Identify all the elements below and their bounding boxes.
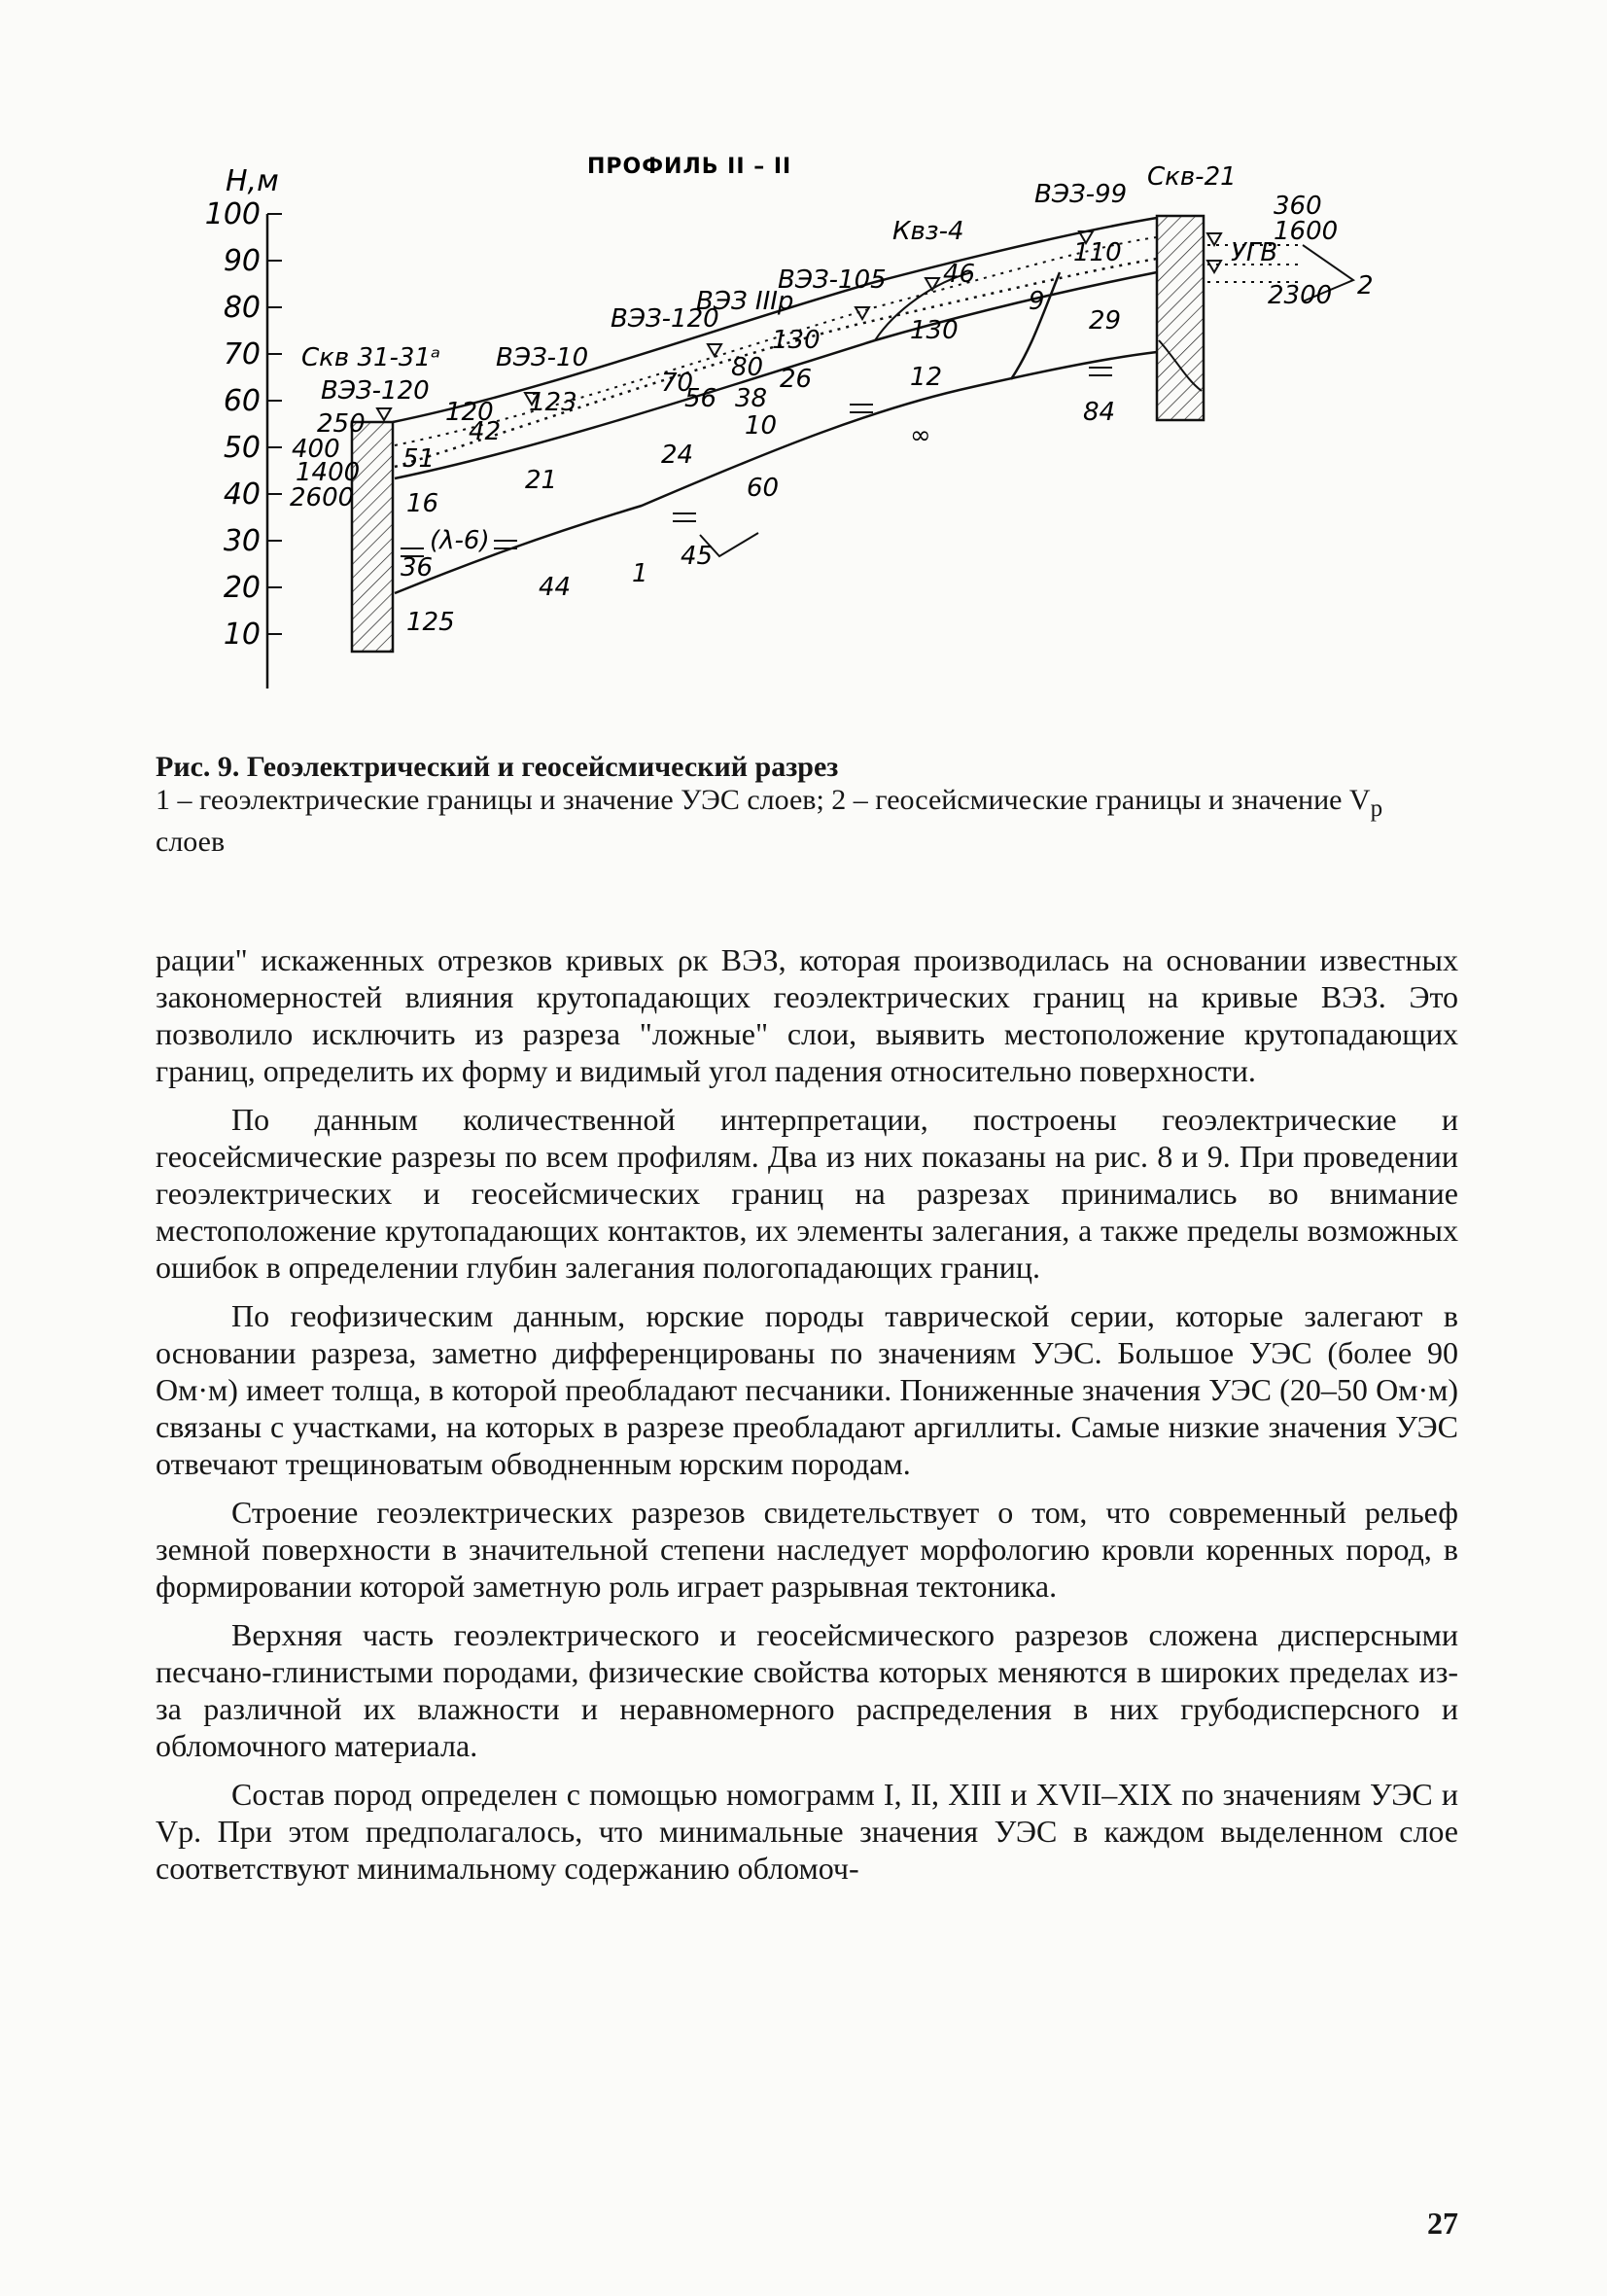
resistivity-value: 130 [772,326,821,355]
resistivity-value: 38 [735,384,768,413]
resistivity-value: ∞ [910,421,931,450]
y-tick-label: 40 [223,477,261,512]
velocity-label: 2300 [1268,281,1333,310]
y-tick-label: 90 [223,244,261,278]
resistivity-value: 42 [469,417,502,446]
y-tick-label: 20 [223,571,261,605]
geoelectric-boundary [395,352,1157,593]
caption-title: Рис. 9. Геоэлектрический и геосейсмический разрез [156,751,839,783]
page-number: 27 [1427,2206,1458,2241]
resistivity-value: 9 [1029,287,1045,316]
figure-caption [156,751,1458,859]
resistivity-value: 125 [406,608,455,637]
left-sounding-label: ВЭЗ-120 [321,376,430,406]
resistivity-value: 46 [943,260,976,289]
left-borehole-column [352,422,393,652]
profile-title: ПРОФИЛЬ II – II [587,155,792,179]
resistivity-value: 70 [661,369,694,398]
y-tick-label: 50 [223,431,261,465]
right-borehole-column [1157,216,1204,420]
section-drawing [175,136,1458,720]
velocity-label: 1400 [296,458,361,487]
sounding-label: ВЭЗ-10 [496,343,589,372]
legend-marker-2: 2 [1357,271,1374,300]
paragraph: Состав пород определен с помощью номограмм I, II, XIII и XVII–XIX по значениям УЭС и Vр. При этом предполагалось, что минимальные значения УЭС в каждом выделенном слое соответствуют минимальному содержанию обломоч- [156,1777,1458,1886]
paragraph: рации" искаженных отрезков кривых ρк ВЭЗ, которая производилась на основании известных закономерностей влияния крутопадающих геоэлектрических границ на кривые ВЭЗ. Это позволило исключить из разреза "ложные" слои, выявить местоположение крутопадающих границ, определить их форму и видимый угол падения относительно поверхности. [156,942,1458,1088]
y-tick-label: 60 [223,384,261,418]
resistivity-value: 44 [539,573,572,602]
resistivity-value: 29 [1089,306,1122,336]
resistivity-value: 21 [525,466,558,495]
velocity-label: 250 [317,409,366,439]
paragraph: Строение геоэлектрических разрезов свидетельствует о том, что современный рельеф земной поверхности в значительной степени наследует морфологию кровли коренных пород, в формировании которой заметную роль играет разрывная тектоника. [156,1495,1458,1604]
resistivity-value: 12 [910,363,943,392]
resistivity-value: 60 [747,474,780,503]
resistivity-value: 36 [401,553,434,583]
sounding-label: ВЭЗ-105 [778,265,887,295]
resistivity-value: 123 [529,388,577,417]
y-tick-label: 100 [204,197,261,231]
paragraph: По данным количественной интерпретации, построены геоэлектрические и геосейсмические разрезы по всем профилям. Два из них показаны на рис. 8 и 9. При проведении геоэлектрических и геосейсмических границ на разрезах принимались во внимание местоположение крутопадающих контактов, их элементы залегания, а также пределы возможных ошибок в определении глубин залегания пологопадающих границ. [156,1102,1458,1285]
resistivity-value: 26 [780,365,813,394]
velocity-label: 360 [1274,192,1322,221]
ugv-label: УГВ [1231,238,1278,267]
paragraph: По геофизическим данным, юрские породы таврической серии, которые залегают в основании разреза, заметно дифференцированы по значениям УЭС. Большое УЭС (более 90 Ом·м) имеет толща, в которой преобладают песчаники. Пониженные значения УЭС (20–50 Ом·м) связаны с участками, на которых в разрезе преобладают аргиллиты. Самые низкие значения УЭС отвечают трещиноватым обводненным юрским породам. [156,1298,1458,1481]
y-tick-label: 30 [223,524,261,558]
y-tick-labels [205,197,261,652]
resistivity-value: 110 [1073,238,1122,267]
resistivity-value: 84 [1083,398,1116,427]
resistivity-value: 10 [745,411,778,441]
velocity-label: 2600 [290,483,355,512]
legend-marker-1: 1 [632,559,648,588]
resistivity-value: 24 [661,441,694,470]
y-tick-label: 70 [223,337,261,371]
resistivity-value: 130 [910,316,959,345]
resistivity-value: 45 [681,542,714,571]
resistivity-value: 16 [406,489,439,518]
axis-label: H,м [226,164,279,198]
velocity-label: 1600 [1274,217,1339,246]
paragraph: Верхняя часть геоэлектрического и геосейсмического разрезов сложена дисперсными песчано-глинистыми породами, физические свойства которых меняются в широких пределах из-за различной их влажности и неравномерного распределения в них грубодисперсного и обломочного материала. [156,1617,1458,1763]
resistivity-value: (λ-6) [430,526,490,555]
resistivity-value: 80 [731,353,764,382]
resistivity-value: 51 [402,444,436,474]
geoelectric-section-figure [175,136,1458,720]
y-tick-label: 10 [223,618,261,652]
sounding-label: ВЭЗ-120 [611,304,719,334]
ground-surface-line [393,218,1157,422]
left-well-label: Скв 31-31ᵃ [301,343,441,372]
velocity-label: 400 [292,435,340,464]
right-well-label: Скв-21 [1147,162,1237,192]
resistivity-value: 56 [684,384,717,413]
body-text [156,941,1458,1898]
sounding-label: ВЭЗ-99 [1034,180,1128,209]
y-ticks [267,214,282,634]
sounding-label: Квз-4 [892,217,964,246]
y-tick-label: 80 [223,291,261,325]
resistivity-value: 120 [445,398,494,427]
sounding-label: ВЭЗ IIIр [696,287,794,316]
caption-text: 1 – геоэлектрические границы и значение УЭС слоев; 2 – геосейсмические границы и значение $V_р$ слоев [156,784,1383,858]
